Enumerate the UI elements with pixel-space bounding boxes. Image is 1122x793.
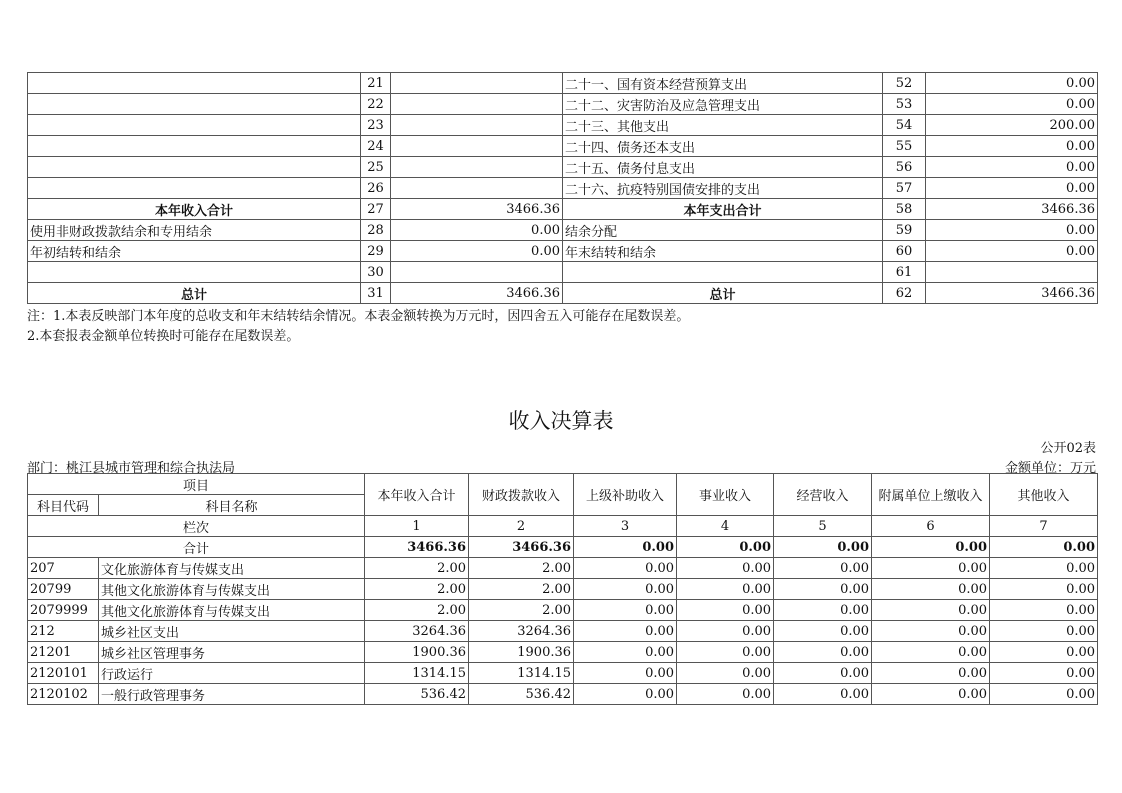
income-amount: 0.00 [391, 220, 563, 241]
header-index-2: 2 [469, 516, 574, 537]
income-line-number: 31 [361, 283, 391, 304]
amount-cell: 0.00 [677, 663, 774, 684]
income-amount [391, 262, 563, 283]
total-row [28, 537, 1098, 558]
income-item-name [28, 178, 361, 199]
subject-code: 2079999 [28, 600, 99, 621]
income-table-header [28, 474, 1098, 558]
total-value: 3466.36 [365, 537, 469, 558]
income-line-number: 27 [361, 199, 391, 220]
total-value: 3466.36 [469, 537, 574, 558]
amount-cell: 0.00 [990, 663, 1098, 684]
table-row [28, 663, 1098, 684]
expense-item-name: 二十五、债务付息支出 [563, 157, 883, 178]
expense-line-number: 59 [883, 220, 926, 241]
amount-cell: 536.42 [365, 684, 469, 705]
income-item-name: 使用非财政拨款结余和专用结余 [28, 220, 361, 241]
expense-amount: 3466.36 [926, 199, 1098, 220]
expense-item-name: 二十三、其他支出 [563, 115, 883, 136]
summary-row [28, 73, 1098, 94]
subject-name: 文化旅游体育与传媒支出 [99, 558, 365, 579]
total-value: 0.00 [677, 537, 774, 558]
amount-cell: 0.00 [677, 579, 774, 600]
income-line-number: 29 [361, 241, 391, 262]
header-col-4: 事业收入 [677, 474, 774, 516]
table-row [28, 642, 1098, 663]
amount-cell: 0.00 [574, 684, 677, 705]
expense-item-name: 二十二、灾害防治及应急管理支出 [563, 94, 883, 115]
header-index-6: 6 [872, 516, 990, 537]
expense-amount [926, 262, 1098, 283]
amount-cell: 2.00 [365, 600, 469, 621]
summary-row [28, 178, 1098, 199]
expense-line-number: 58 [883, 199, 926, 220]
form-number: 公开02表 [1040, 441, 1096, 456]
income-amount: 3466.36 [391, 283, 563, 304]
summary-row [28, 199, 1098, 220]
amount-cell: 0.00 [574, 663, 677, 684]
income-item-name [28, 262, 361, 283]
expense-amount: 0.00 [926, 136, 1098, 157]
expense-item-name: 二十四、债务还本支出 [563, 136, 883, 157]
income-line-number: 28 [361, 220, 391, 241]
summary-row [28, 262, 1098, 283]
table-row [28, 621, 1098, 642]
income-amount [391, 136, 563, 157]
income-item-name [28, 94, 361, 115]
expense-amount: 0.00 [926, 241, 1098, 262]
income-amount [391, 94, 563, 115]
header-item: 项目 [28, 474, 365, 495]
income-item-name: 年初结转和结余 [28, 241, 361, 262]
expense-line-number: 54 [883, 115, 926, 136]
amount-cell: 0.00 [574, 642, 677, 663]
amount-cell: 2.00 [365, 558, 469, 579]
amount-cell: 0.00 [677, 600, 774, 621]
amount-cell: 0.00 [990, 621, 1098, 642]
summary-row [28, 241, 1098, 262]
income-amount [391, 178, 563, 199]
header-col-5: 经营收入 [774, 474, 872, 516]
subject-code: 21201 [28, 642, 99, 663]
income-amount: 0.00 [391, 241, 563, 262]
income-line-number: 26 [361, 178, 391, 199]
amount-cell: 3264.36 [469, 621, 574, 642]
subject-code: 212 [28, 621, 99, 642]
expense-line-number: 55 [883, 136, 926, 157]
expense-line-number: 57 [883, 178, 926, 199]
income-amount [391, 73, 563, 94]
table-row [28, 684, 1098, 705]
amount-cell: 0.00 [677, 642, 774, 663]
total-value: 0.00 [574, 537, 677, 558]
amount-cell: 0.00 [574, 600, 677, 621]
subject-name: 城乡社区管理事务 [99, 642, 365, 663]
expense-amount: 0.00 [926, 94, 1098, 115]
header-col-1: 本年收入合计 [365, 474, 469, 516]
subject-code: 207 [28, 558, 99, 579]
income-line-number: 23 [361, 115, 391, 136]
income-amount [391, 115, 563, 136]
subject-name: 其他文化旅游体育与传媒支出 [99, 600, 365, 621]
summary-row [28, 136, 1098, 157]
department-label: 部门：桃江县城市管理和综合执法局 [27, 461, 236, 476]
header-index-7: 7 [990, 516, 1098, 537]
amount-cell: 0.00 [990, 558, 1098, 579]
expense-amount: 3466.36 [926, 283, 1098, 304]
subject-name: 行政运行 [99, 663, 365, 684]
expense-item-name: 二十六、抗疫特别国债安排的支出 [563, 178, 883, 199]
amount-cell: 0.00 [872, 558, 990, 579]
total-value: 0.00 [774, 537, 872, 558]
total-label: 合计 [28, 537, 365, 558]
table-row [28, 558, 1098, 579]
header-name: 科目名称 [99, 495, 365, 516]
amount-cell: 1314.15 [365, 663, 469, 684]
income-line-number: 25 [361, 157, 391, 178]
subject-code: 2120101 [28, 663, 99, 684]
amount-cell: 0.00 [774, 663, 872, 684]
header-index-3: 3 [574, 516, 677, 537]
expense-amount: 0.00 [926, 157, 1098, 178]
summary-row [28, 220, 1098, 241]
amount-cell: 0.00 [872, 600, 990, 621]
header-col-7: 其他收入 [990, 474, 1098, 516]
income-item-name [28, 157, 361, 178]
total-value: 0.00 [872, 537, 990, 558]
income-item-name [28, 136, 361, 157]
header-index-label: 栏次 [28, 516, 365, 537]
amount-cell: 536.42 [469, 684, 574, 705]
summary-row [28, 115, 1098, 136]
amount-cell: 0.00 [574, 579, 677, 600]
subject-name: 城乡社区支出 [99, 621, 365, 642]
summary-table [27, 72, 1098, 304]
income-amount [391, 157, 563, 178]
subject-name: 其他文化旅游体育与传媒支出 [99, 579, 365, 600]
amount-cell: 2.00 [365, 579, 469, 600]
amount-cell: 0.00 [574, 621, 677, 642]
expense-item-name: 二十一、国有资本经营预算支出 [563, 73, 883, 94]
expense-line-number: 62 [883, 283, 926, 304]
amount-cell: 0.00 [774, 558, 872, 579]
income-item-name: 总计 [28, 283, 361, 304]
expense-amount: 0.00 [926, 73, 1098, 94]
amount-cell: 0.00 [872, 663, 990, 684]
expense-amount: 200.00 [926, 115, 1098, 136]
header-index-5: 5 [774, 516, 872, 537]
header-index-1: 1 [365, 516, 469, 537]
amount-cell: 0.00 [774, 684, 872, 705]
amount-cell: 3264.36 [365, 621, 469, 642]
amount-cell: 0.00 [872, 642, 990, 663]
amount-cell: 1314.15 [469, 663, 574, 684]
amount-cell: 0.00 [774, 579, 872, 600]
expense-item-name: 年末结转和结余 [563, 241, 883, 262]
expense-line-number: 53 [883, 94, 926, 115]
income-line-number: 22 [361, 94, 391, 115]
income-item-name [28, 73, 361, 94]
amount-cell: 2.00 [469, 579, 574, 600]
amount-unit-label: 金额单位：万元 [1004, 461, 1096, 476]
income-line-number: 24 [361, 136, 391, 157]
summary-table-body [28, 73, 1098, 304]
header-col-2: 财政拨款收入 [469, 474, 574, 516]
amount-cell: 0.00 [677, 558, 774, 579]
amount-cell: 0.00 [990, 642, 1098, 663]
amount-cell: 0.00 [774, 642, 872, 663]
expense-item-name: 结余分配 [563, 220, 883, 241]
header-col-6: 附属单位上缴收入 [872, 474, 990, 516]
expense-amount: 0.00 [926, 178, 1098, 199]
header-col-3: 上级补助收入 [574, 474, 677, 516]
amount-cell: 0.00 [774, 600, 872, 621]
income-line-number: 30 [361, 262, 391, 283]
expense-amount: 0.00 [926, 220, 1098, 241]
amount-cell: 0.00 [872, 579, 990, 600]
amount-cell: 0.00 [872, 621, 990, 642]
expense-item-name: 本年支出合计 [563, 199, 883, 220]
amount-cell: 1900.36 [365, 642, 469, 663]
note-line-1: 注：1.本表反映部门本年度的总收支和年末结转结余情况。本表金额转换为万元时，因四舍五入可能存在尾数误差。 [27, 309, 690, 324]
note-line-2: 2.本套报表金额单位转换时可能存在尾数误差。 [27, 329, 300, 344]
total-value: 0.00 [990, 537, 1098, 558]
expense-item-name: 总计 [563, 283, 883, 304]
expense-line-number: 52 [883, 73, 926, 94]
income-table-title: 收入决算表 [508, 409, 614, 433]
amount-cell: 0.00 [774, 621, 872, 642]
income-line-number: 21 [361, 73, 391, 94]
summary-row [28, 157, 1098, 178]
amount-cell: 0.00 [872, 684, 990, 705]
amount-cell: 2.00 [469, 600, 574, 621]
expense-line-number: 56 [883, 157, 926, 178]
income-amount: 3466.36 [391, 199, 563, 220]
amount-cell: 2.00 [469, 558, 574, 579]
amount-cell: 0.00 [677, 684, 774, 705]
income-table [27, 473, 1098, 705]
income-table-body [28, 558, 1098, 705]
income-item-name: 本年收入合计 [28, 199, 361, 220]
subject-code: 2120102 [28, 684, 99, 705]
amount-cell: 0.00 [990, 684, 1098, 705]
amount-cell: 0.00 [574, 558, 677, 579]
summary-row [28, 283, 1098, 304]
amount-cell: 0.00 [990, 600, 1098, 621]
table-row [28, 600, 1098, 621]
amount-cell: 1900.36 [469, 642, 574, 663]
amount-cell: 0.00 [677, 621, 774, 642]
table-row [28, 579, 1098, 600]
header-index-4: 4 [677, 516, 774, 537]
expense-line-number: 61 [883, 262, 926, 283]
summary-row [28, 94, 1098, 115]
expense-item-name [563, 262, 883, 283]
subject-name: 一般行政管理事务 [99, 684, 365, 705]
subject-code: 20799 [28, 579, 99, 600]
income-item-name [28, 115, 361, 136]
expense-line-number: 60 [883, 241, 926, 262]
header-code: 科目代码 [28, 495, 99, 516]
amount-cell: 0.00 [990, 579, 1098, 600]
